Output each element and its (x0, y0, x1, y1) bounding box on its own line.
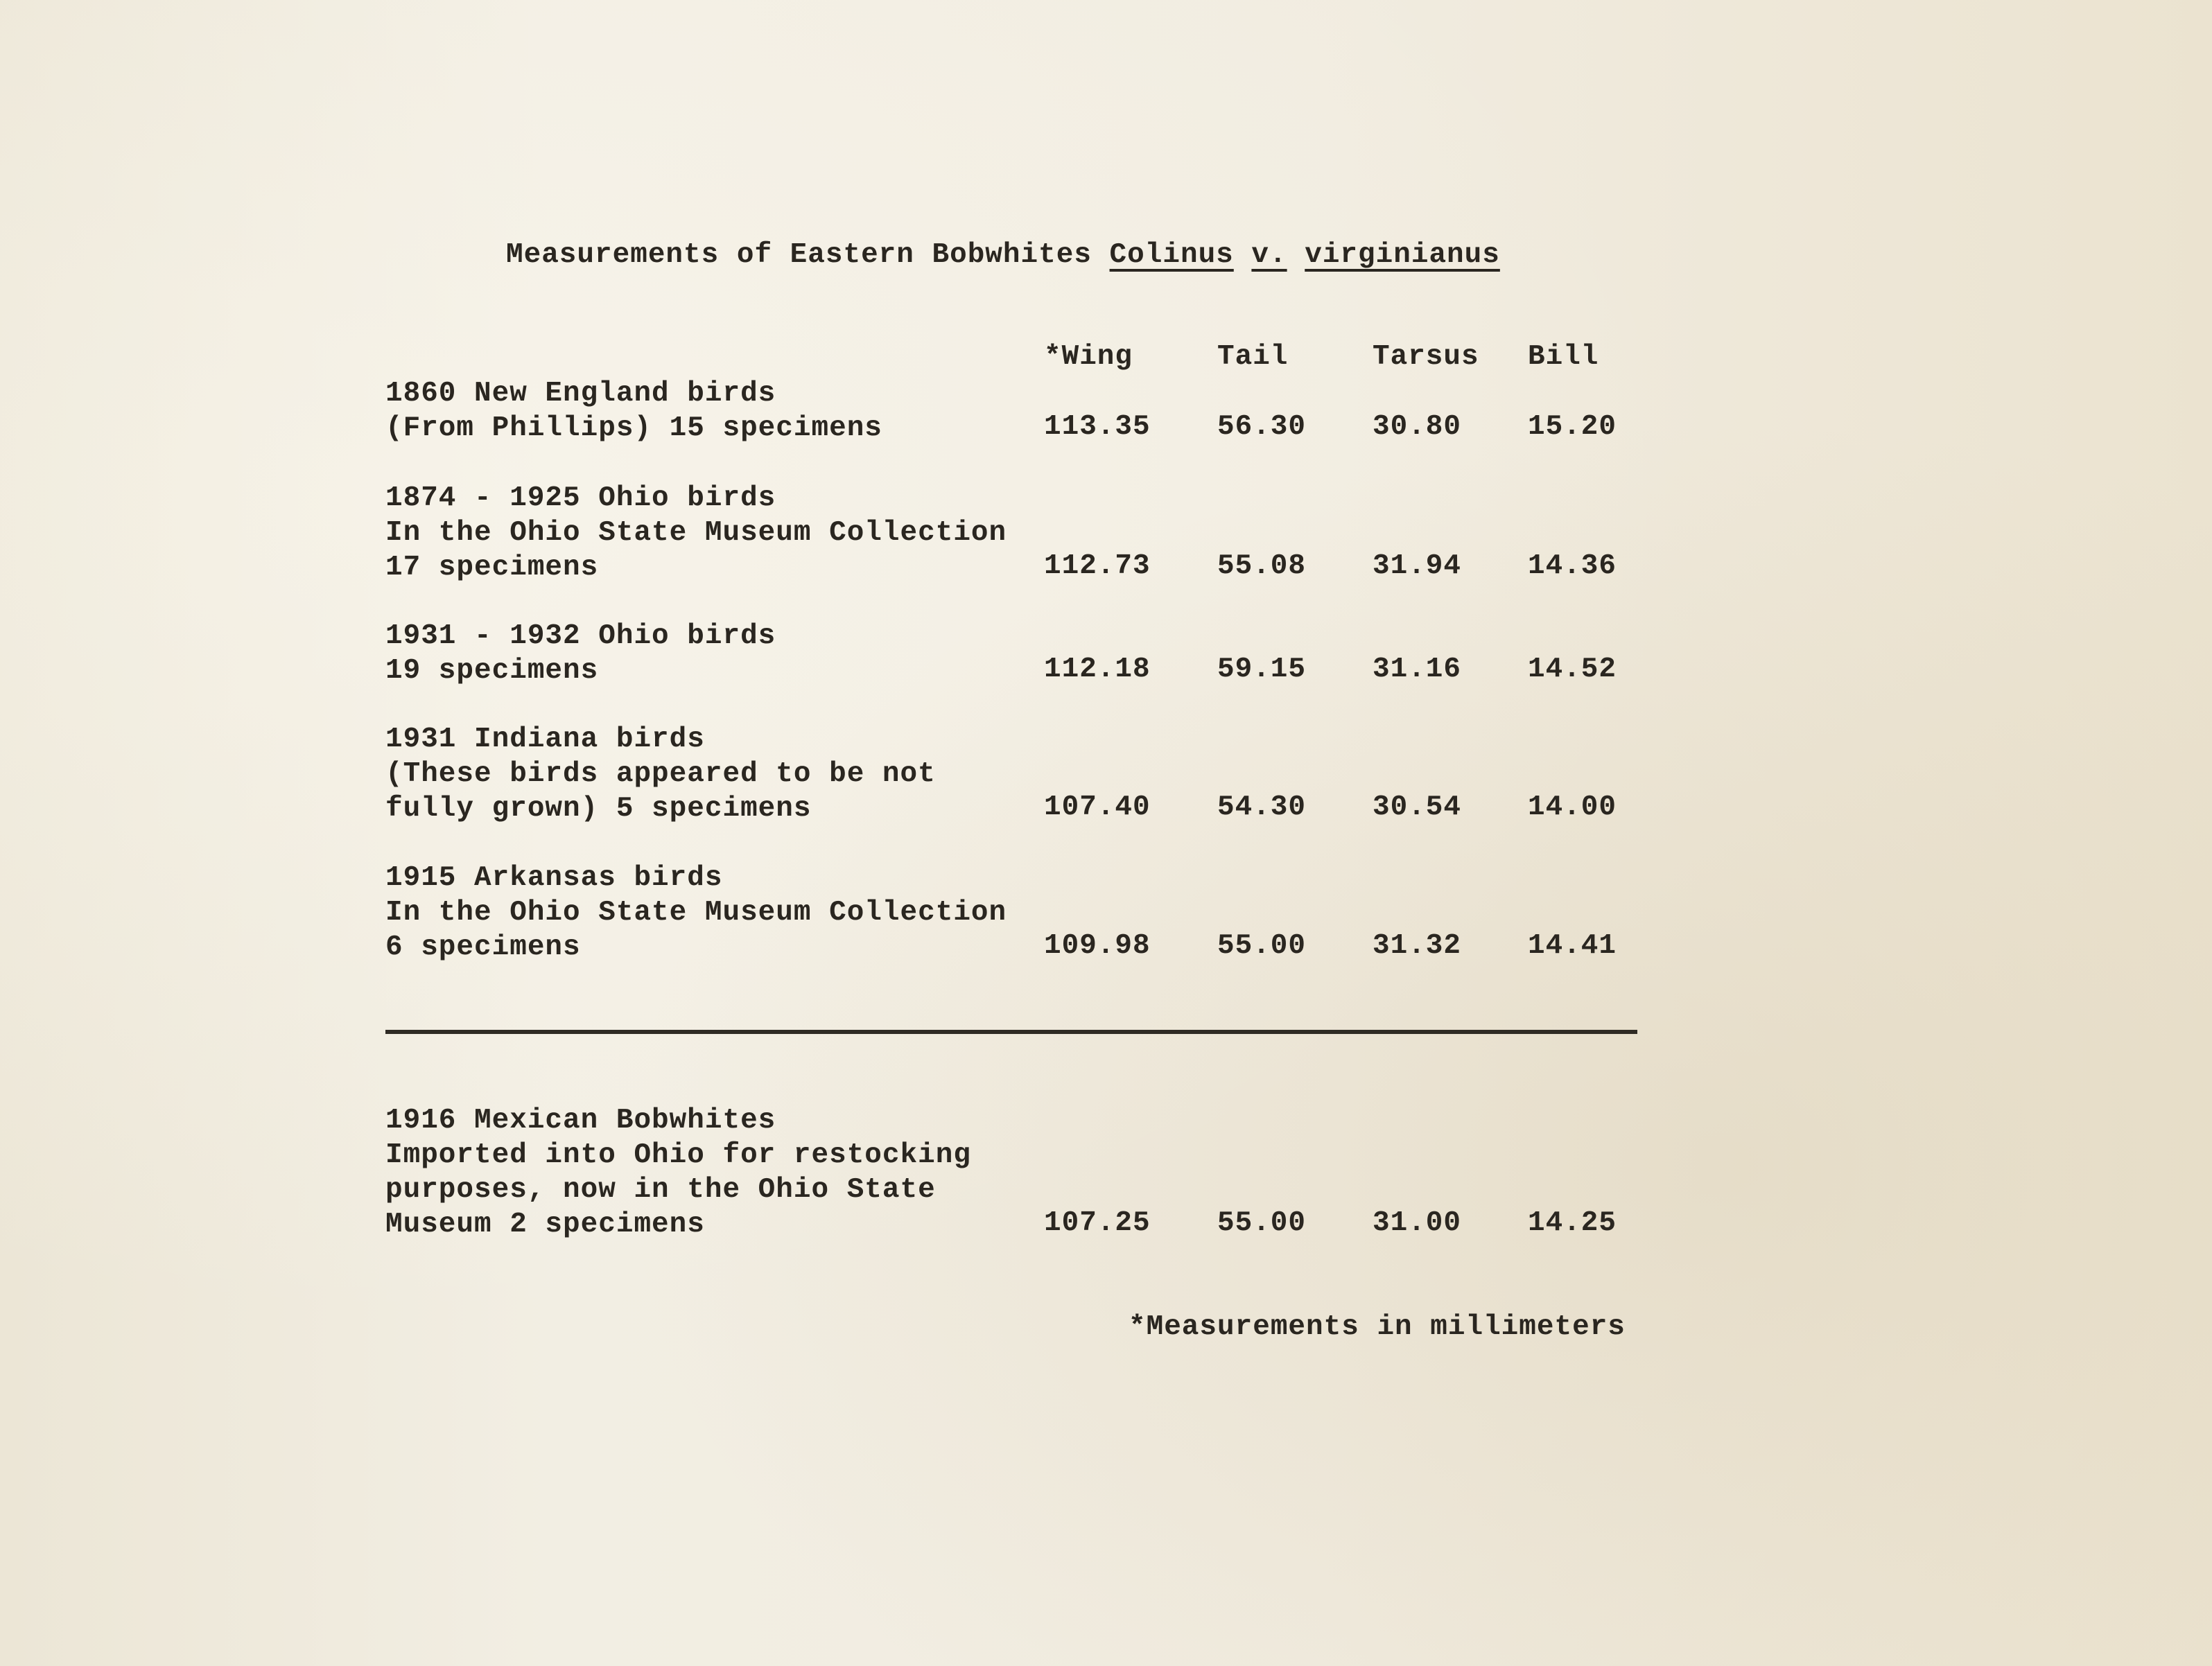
value-wing: 107.40 (1044, 791, 1151, 823)
column-header-tarsus: Tarsus (1373, 341, 1479, 373)
row-label-line: (From Phillips) 15 specimens (385, 412, 882, 444)
row-label-line: Museum 2 specimens (385, 1209, 705, 1240)
document-title (506, 239, 1500, 271)
value-bill: 14.00 (1528, 791, 1617, 823)
value-tail: 56.30 (1217, 411, 1307, 443)
row-label (385, 861, 1007, 965)
title-prefix: Measurements of Eastern Bobwhites (506, 239, 1110, 271)
value-tail: 55.08 (1217, 550, 1307, 582)
value-wing: 107.25 (1044, 1207, 1151, 1239)
value-tarsus: 31.00 (1373, 1207, 1462, 1239)
row-label-line: In the Ohio State Museum Collection (385, 517, 1007, 549)
value-bill: 14.36 (1528, 550, 1617, 582)
value-tail: 54.30 (1217, 791, 1307, 823)
value-wing: 113.35 (1044, 411, 1151, 443)
row-label-line: 1860 New England birds (385, 378, 776, 410)
value-tarsus: 30.54 (1373, 791, 1462, 823)
value-tarsus: 31.32 (1373, 930, 1462, 962)
value-bill: 14.41 (1528, 930, 1617, 962)
value-tail: 59.15 (1217, 654, 1307, 685)
value-tarsus: 31.16 (1373, 654, 1462, 685)
column-header-tail: Tail (1217, 341, 1289, 373)
title-species-abbr: v. (1251, 239, 1287, 271)
row-label-line: 17 specimens (385, 552, 599, 584)
title-subspecies: virginianus (1305, 239, 1500, 271)
value-tarsus: 30.80 (1373, 411, 1462, 443)
row-label-line: 1915 Arkansas birds (385, 862, 723, 894)
row-label-line: 1916 Mexican Bobwhites (385, 1105, 776, 1137)
row-label-line: (These birds appeared to be not (385, 758, 936, 790)
column-header-bill: Bill (1528, 341, 1599, 373)
row-label-line: 6 specimens (385, 931, 581, 963)
value-tarsus: 31.94 (1373, 550, 1462, 582)
value-bill: 14.25 (1528, 1207, 1617, 1239)
row-label-line: 1874 - 1925 Ohio birds (385, 482, 776, 514)
title-genus: Colinus (1109, 239, 1234, 271)
value-bill: 15.20 (1528, 411, 1617, 443)
footnote: *Measurements in millimeters (1129, 1311, 1626, 1343)
row-label-line: 1931 Indiana birds (385, 724, 705, 755)
divider-rule (385, 1030, 1637, 1034)
value-wing: 112.18 (1044, 654, 1151, 685)
value-wing: 112.73 (1044, 550, 1151, 582)
row-label-line: In the Ohio State Museum Collection (385, 897, 1007, 929)
column-header-wing: *Wing (1044, 341, 1133, 373)
value-bill: 14.52 (1528, 654, 1617, 685)
row-label (385, 376, 882, 446)
row-label-line: 1931 - 1932 Ohio birds (385, 620, 776, 652)
row-label-line: purposes, now in the Ohio State (385, 1174, 936, 1206)
row-label (385, 481, 1007, 585)
row-label (385, 619, 776, 688)
row-label-line: fully grown) 5 specimens (385, 793, 812, 825)
value-tail: 55.00 (1217, 930, 1307, 962)
row-label (385, 1103, 971, 1242)
row-label-line: Imported into Ohio for restocking (385, 1139, 971, 1171)
value-tail: 55.00 (1217, 1207, 1307, 1239)
value-wing: 109.98 (1044, 930, 1151, 962)
row-label-line: 19 specimens (385, 655, 599, 687)
row-label (385, 722, 936, 826)
